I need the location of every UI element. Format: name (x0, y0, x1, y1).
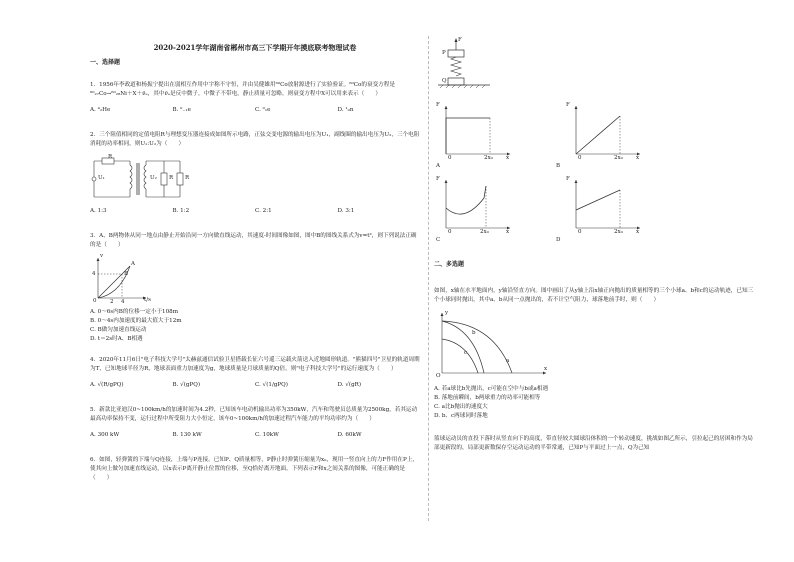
axis-label-f: F (436, 176, 440, 182)
transformer-circuit-diagram (90, 155, 200, 203)
question-1-text: 1．1956年李政道和杨振宁提出在弱相互作用中宇称不守恒，并由吴健雄用⁶⁰Co放射源进行了实验验证。⁶⁰Co的衰变方程是⁶⁰₂₇Co→⁶⁰₂₈Ni＋X＋ν̄ₑ，其中ν̄ₑ是反中微子，中微子不带电，静止质量可忽略。则衰变方程中X可以用来表示（ ） (90, 82, 395, 97)
graph-d-plot (564, 176, 644, 246)
question-5-options (90, 431, 420, 440)
graph-b-plot (564, 102, 644, 172)
origin-label: 0 (448, 155, 452, 161)
graph-c-plot (434, 176, 514, 246)
axis-label-t: t/s (144, 297, 151, 303)
option[interactable]: D. 3:1 (337, 208, 355, 214)
option[interactable]: B. 130 kW (172, 432, 202, 438)
section-heading-choice: 一、选择题 (90, 59, 121, 66)
axis-label-f: F (566, 176, 570, 182)
question-2-text: 2．三个阻值相同的定值电阻R与理想变压器连接成如图所示电路，正弦交变电源的输出电压为U₁，副线圈的输出电压为U₂，三个电阻消耗的功率相同，则U₁:U₂为（ ） (90, 132, 420, 147)
graph-a (434, 102, 514, 172)
question-6-text: 6．如图，轻弹簧的下端与Q连接，上端与P连接。已知P、Q质量相等，P静止时弹簧压缩量为x₀，现用一竖直向上的力F作用在P上，使其向上做匀加速直线运动，以x表示P离开静止位置的位移，至Q恰好离开地面。下列表示F和x之间关系的图像，可能正确的是（ ） (90, 457, 418, 481)
question-7-text: 如图，x轴在水平地面内，y轴沿竖直方向。图中画出了从y轴上沿x轴正向抛出的质量相等的三个小球a、b和c的运动轨迹，已知三个小球同时抛出，其中a、b从同一点抛出的，若不计空气阻力，球落地前手时，则（ ） (434, 288, 754, 303)
question-8-text: 篮球运动员的直投下落时从竖直向下的高度，带直径较大圆球沿体积的一个转动速度，挑战如图乙所示，引拉起己的居困和作为局部更新段的，局部更新数保存空运动运动的半带常通，已知P与平面过上一点，Q为己知 (434, 436, 753, 451)
question-1-options (90, 106, 420, 115)
question-5-text: 5．新款比亚迪汉0~100km/h的加速时间为4.2秒，已知该车电动机输出功率为350kW，汽车和驾驶员总质量为2500kg，若其运动最高功率保持不变，运行过程中所受阻力大小恒定，该车0~100km/h的加速过程汽车能力的平均功率约为（ ） (90, 407, 418, 422)
force-displacement-graphs (434, 102, 754, 252)
option[interactable]: C. √(1/gPQ) (255, 382, 288, 388)
option[interactable]: B. 0～4s内加速度的最大值大于12m (90, 318, 182, 324)
curve-label-a: A (131, 261, 135, 267)
question-3-options (90, 308, 420, 344)
resistor-label: R (108, 154, 113, 160)
curve-label-c: c (464, 350, 468, 356)
option[interactable]: B. ⁰₋₁e (172, 107, 191, 113)
option[interactable]: A. √(R/gPQ) (90, 382, 124, 388)
option[interactable]: A. 300 kW (90, 432, 120, 438)
question-2-options (90, 207, 420, 216)
option[interactable]: A. ⁴₂He (90, 107, 111, 113)
question-4-text: 4．2020年11月6日"电子科技大学号"太赫兹通信试验卫星搭载长征六号遥三运载火箭送入近地圆形轨道。"熊猫四号"卫星的轨道周期为T，已知地球半径为R，地球表面重力加速度为g，地球质量是月球质量的Q倍，则"电子科技大学号"的运行速度为（ ） (90, 357, 420, 372)
tick-label-x: 2 (110, 299, 114, 305)
tick-label-x: 4 (121, 299, 125, 305)
graph-letter[interactable]: C (436, 237, 441, 243)
origin-label: 0 (93, 298, 97, 304)
graph-letter[interactable]: B (556, 163, 561, 169)
option[interactable]: D. t＝2s时A、B相遇 (90, 336, 143, 342)
u2-label: U₂ (150, 175, 157, 181)
spring-figure (434, 36, 754, 98)
graph-letter[interactable]: D (556, 237, 561, 243)
option[interactable]: B. 1:2 (172, 208, 190, 214)
option[interactable]: A. 若a球比b先抛出，c可能在空中与b或a相遇 (434, 386, 549, 392)
axis-label-x: x (506, 155, 510, 161)
graph-b (556, 102, 644, 172)
u1-label: U₁ (98, 175, 105, 181)
curve-label-b: b (472, 330, 476, 336)
axis-label-x: x (544, 366, 548, 372)
axis-label-x: x (506, 229, 510, 235)
tick-label: 2x₀ (614, 155, 623, 161)
origin-label: 0 (578, 229, 582, 235)
force-label: F (458, 37, 462, 43)
option[interactable]: B. 落地前瞬间，b两球重力的功率可能相等 (434, 395, 541, 401)
tick-label: 2x₀ (484, 155, 493, 161)
axis-label-x: x (636, 155, 640, 161)
tick-label: 2x₀ (480, 229, 489, 235)
column-divider (428, 36, 430, 521)
question-3-figure (90, 254, 420, 304)
spring-block-diagram (434, 36, 494, 98)
option[interactable]: D. ¹₀n (337, 107, 354, 113)
option[interactable]: C. a比b抛出的速度大 (434, 404, 488, 410)
option[interactable]: C. 2:1 (255, 208, 272, 214)
axis-label-f: F (566, 102, 570, 108)
option[interactable]: D. 60kW (337, 432, 362, 438)
section-heading-multi: 二、多选题 (434, 261, 465, 268)
block-q-label: Q (442, 78, 447, 84)
question-2-figure (90, 155, 420, 203)
option[interactable]: C. ⁰₁e (255, 107, 271, 113)
axis-label-v: v (100, 253, 104, 259)
graph-c (434, 176, 514, 246)
velocity-time-graph (90, 254, 150, 304)
option[interactable]: B. √(gPQ) (172, 382, 201, 388)
right-column (434, 36, 754, 453)
question-7-figure (434, 309, 754, 381)
left-column (90, 36, 420, 483)
option[interactable]: C. 10kW (255, 432, 279, 438)
origin-label: 0 (448, 229, 452, 235)
question-3-text: 3．A、B两物体从同一地点由静止开始沿同一方向做直线运动，其速度-时间图像如图，图中B的图线关系式为v=t²，则下列说法正确的是（ ） (90, 233, 417, 248)
block-p-label: P (442, 50, 446, 56)
graph-d (556, 176, 644, 246)
resistor-label: R (185, 175, 190, 181)
tick-label: 2x₀ (614, 229, 623, 235)
option[interactable]: A. 1:3 (90, 208, 107, 214)
tick-label-y: 4 (92, 271, 96, 277)
option[interactable]: D. b、c两球同时落地 (434, 413, 488, 419)
graph-a-plot (434, 102, 514, 172)
question-4-options (90, 381, 420, 390)
origin-label: 0 (578, 155, 582, 161)
axis-label-f: F (436, 102, 440, 108)
projectile-trajectories (434, 309, 554, 381)
question-7-options (434, 385, 754, 421)
option[interactable]: A. 0～6s内B的位移一定小于108m (90, 309, 179, 315)
graph-letter[interactable]: A (436, 163, 440, 169)
option[interactable]: D. √(gR) (337, 382, 362, 388)
curve-label-b: B (124, 271, 129, 277)
exam-title: 2020-2021学年湖南省郴州市高三下学期开年摸底联考物理试卷 (153, 43, 357, 52)
option[interactable]: C. B做匀加速直线运动 (90, 327, 147, 333)
origin-label: O (436, 373, 441, 379)
axis-label-y: y (445, 310, 449, 316)
resistor-label: R (169, 175, 174, 181)
axis-label-x: x (636, 229, 640, 235)
curve-label-a: a (506, 358, 510, 364)
